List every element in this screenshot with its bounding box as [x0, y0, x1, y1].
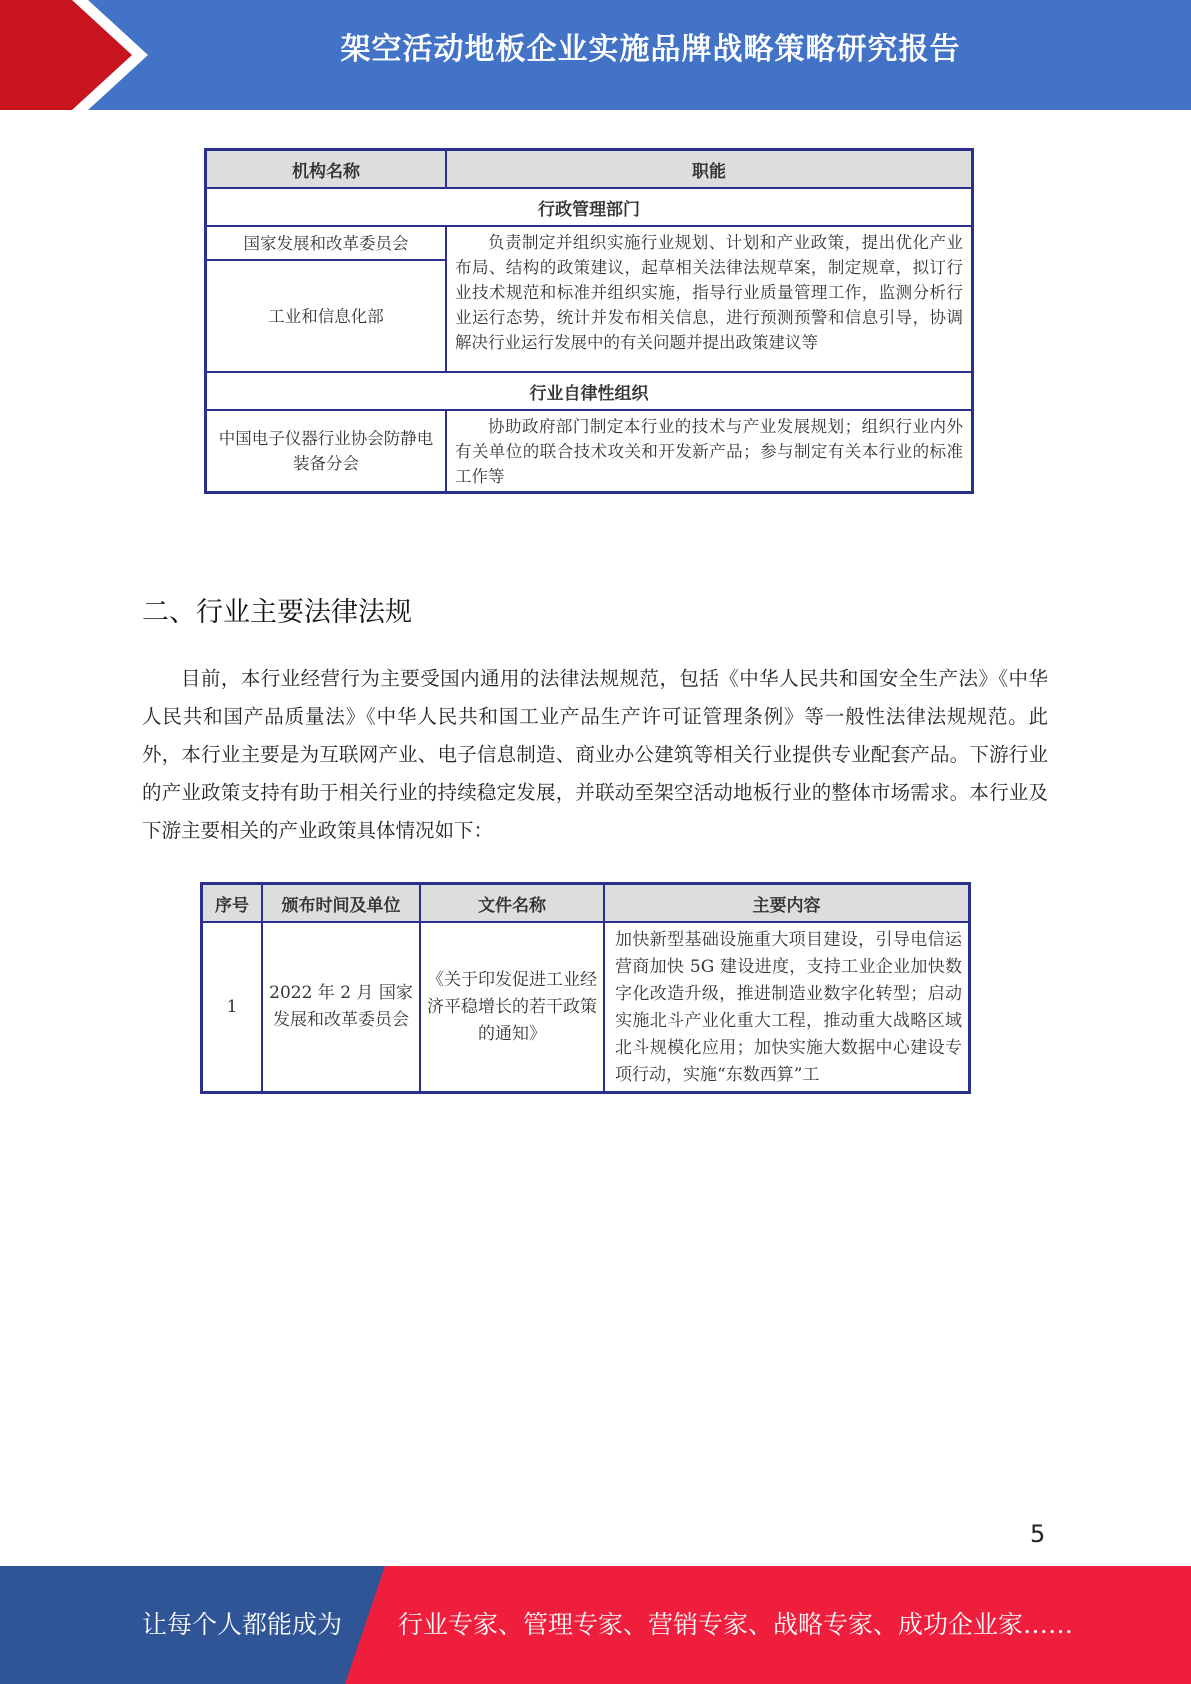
- org-miit: 工业和信息化部: [206, 260, 447, 372]
- table-row: [202, 922, 970, 1093]
- page-footer: [0, 1566, 1191, 1684]
- section-label-admin: 行政管理部门: [206, 188, 973, 226]
- section-label-selfreg: 行业自律性组织: [206, 372, 973, 410]
- table-header-row: [206, 150, 973, 189]
- column-header-content: 主要内容: [604, 884, 970, 923]
- org-ndrc: 国家发展和改革委员会: [206, 226, 447, 260]
- policy-table: [200, 882, 971, 1094]
- cell-doc: 《关于印发促进工业经济平稳增长的若干政策的通知》: [420, 922, 604, 1093]
- header-chevron: [0, 0, 160, 110]
- page-header: [0, 0, 1191, 110]
- table-header-row: [202, 884, 970, 923]
- footer-lead-text: 让每个人都能成为: [142, 1610, 343, 1639]
- section-heading: 二、行业主要法律法规: [142, 597, 412, 628]
- column-header-org: 机构名称: [206, 150, 447, 189]
- table-row: [206, 410, 973, 493]
- column-header-function: 职能: [446, 150, 973, 189]
- column-header-doc: 文件名称: [420, 884, 604, 923]
- section-row: [206, 372, 973, 410]
- body-paragraph: 目前，本行业经营行为主要受国内通用的法律法规规范，包括《中华人民共和国安全生产法》《中华人民共和国产品质量法》《中华人民共和国工业产品生产许可证管理条例》等一般性法律法规规范。此外，本行业主要是为互联网产业、电子信息制造、商业办公建筑等相关行业提供专业配套产品。下游行业的产业政策支持有助于相关行业的持续稳定发展，并联动至架空活动地板行业的整体市场需求。本行业及下游主要相关的产业政策具体情况如下：: [142, 667, 1048, 842]
- table-row: [206, 226, 973, 260]
- institutions-table: [204, 148, 974, 494]
- footer-roles-text: 行业专家、管理专家、营销专家、战略专家、成功企业家……: [398, 1610, 1074, 1639]
- report-title: 架空活动地板企业实施品牌战略策略研究报告: [340, 32, 961, 67]
- function-admin: 负责制定并组织实施行业规划、计划和产业政策，提出优化产业布局、结构的政策建议，起草相关法律法规草案，制定规章，拟订行业技术规范和标准并组织实施，指导行业质量管理工作，监测分析行业运行态势，统计并发布相关信息，进行预测预警和信息引导，协调解决行业运行发展中的有关问题并提出政策建议等: [446, 226, 973, 372]
- cell-content: 加快新型基础设施重大项目建设，引导电信运营商加快 5G 建设进度，支持工业企业加快数字化改造升级，推进制造业数字化转型；启动实施北斗产业化重大工程，推动重大战略区域北斗规模化应用；加快实施大数据中心建设专项行动，实施“东数西算”工: [604, 922, 970, 1093]
- section-row: [206, 188, 973, 226]
- org-association: 中国电子仪器行业协会防静电装备分会: [206, 410, 447, 493]
- cell-no: 1: [202, 922, 263, 1093]
- cell-date-unit: 2022 年 2 月 国家发展和改革委员会: [262, 922, 420, 1093]
- column-header-no: 序号: [202, 884, 263, 923]
- function-association: 协助政府部门制定本行业的技术与产业发展规划；组织行业内外有关单位的联合技术攻关和开发新产品；参与制定有关本行业的标准工作等: [446, 410, 973, 493]
- column-header-date-unit: 颁布时间及单位: [262, 884, 420, 923]
- page-number: 5: [1030, 1520, 1046, 1548]
